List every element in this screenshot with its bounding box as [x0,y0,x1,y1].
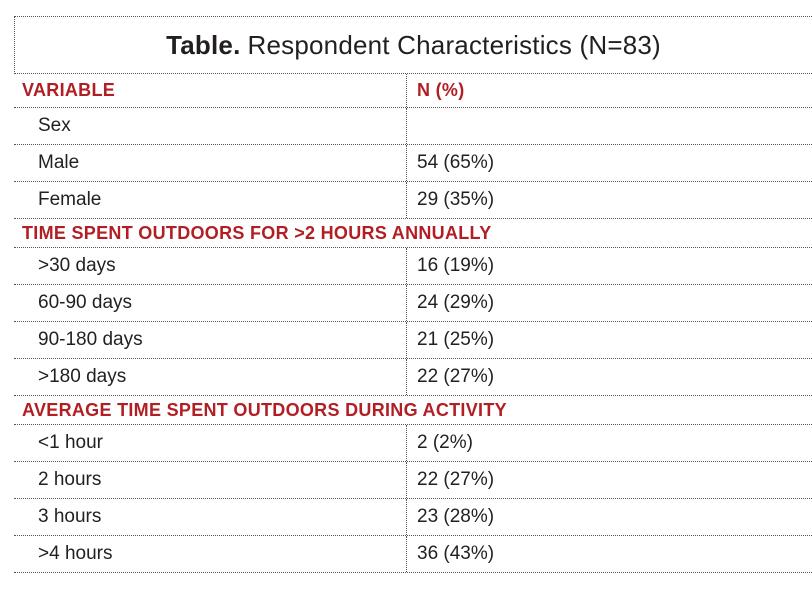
section-heading-row [14,219,812,248]
header-variable: VARIABLE [22,80,116,100]
table-row [14,359,812,396]
table-title-text: Respondent Characteristics (N=83) [247,29,661,60]
row-label: 60-90 days [14,285,407,321]
row-value: 16 (19%) [417,255,495,276]
row-label: 3 hours [14,499,407,535]
row-value: 22 (27%) [417,366,495,387]
table-row [14,285,812,322]
row-value: 24 (29%) [417,292,495,313]
table-row [14,108,812,145]
respondent-table [14,16,812,573]
header-n-pct: N (%) [417,80,465,100]
table-row [14,248,812,285]
section-heading-cell [14,396,812,424]
row-label: <1 hour [14,425,407,461]
row-label: 2 hours [14,462,407,498]
table-row [14,499,812,536]
header-row [14,74,812,108]
row-value: 2 (2%) [417,432,473,453]
row-label: Female [14,182,407,218]
row-label: Male [14,145,407,181]
table-row [14,462,812,499]
section-heading-cell [14,219,812,247]
row-value: 22 (27%) [417,469,495,490]
row-label: >180 days [14,359,407,395]
row-value: 21 (25%) [417,329,495,350]
table-row [14,182,812,219]
table-row [14,322,812,359]
row-value: 23 (28%) [417,506,495,527]
table-row [14,536,812,573]
section-heading-row [14,396,812,425]
header-n-cell [407,74,812,107]
row-value [407,108,812,144]
row-label: Sex [14,108,407,144]
row-value: 36 (43%) [417,543,495,564]
table-title [14,16,812,74]
section-heading: TIME SPENT OUTDOORS FOR >2 HOURS ANNUALLY [22,222,492,243]
section-heading: AVERAGE TIME SPENT OUTDOORS DURING ACTIVITY [22,399,507,420]
row-value: 29 (35%) [417,189,495,210]
row-label: >4 hours [14,536,407,572]
row-label: 90-180 days [14,322,407,358]
table-row [14,425,812,462]
row-value: 54 (65%) [417,152,495,173]
table-title-prefix: Table. [166,29,241,60]
row-label: >30 days [14,248,407,284]
header-variable-cell [14,74,407,107]
table-row [14,145,812,182]
